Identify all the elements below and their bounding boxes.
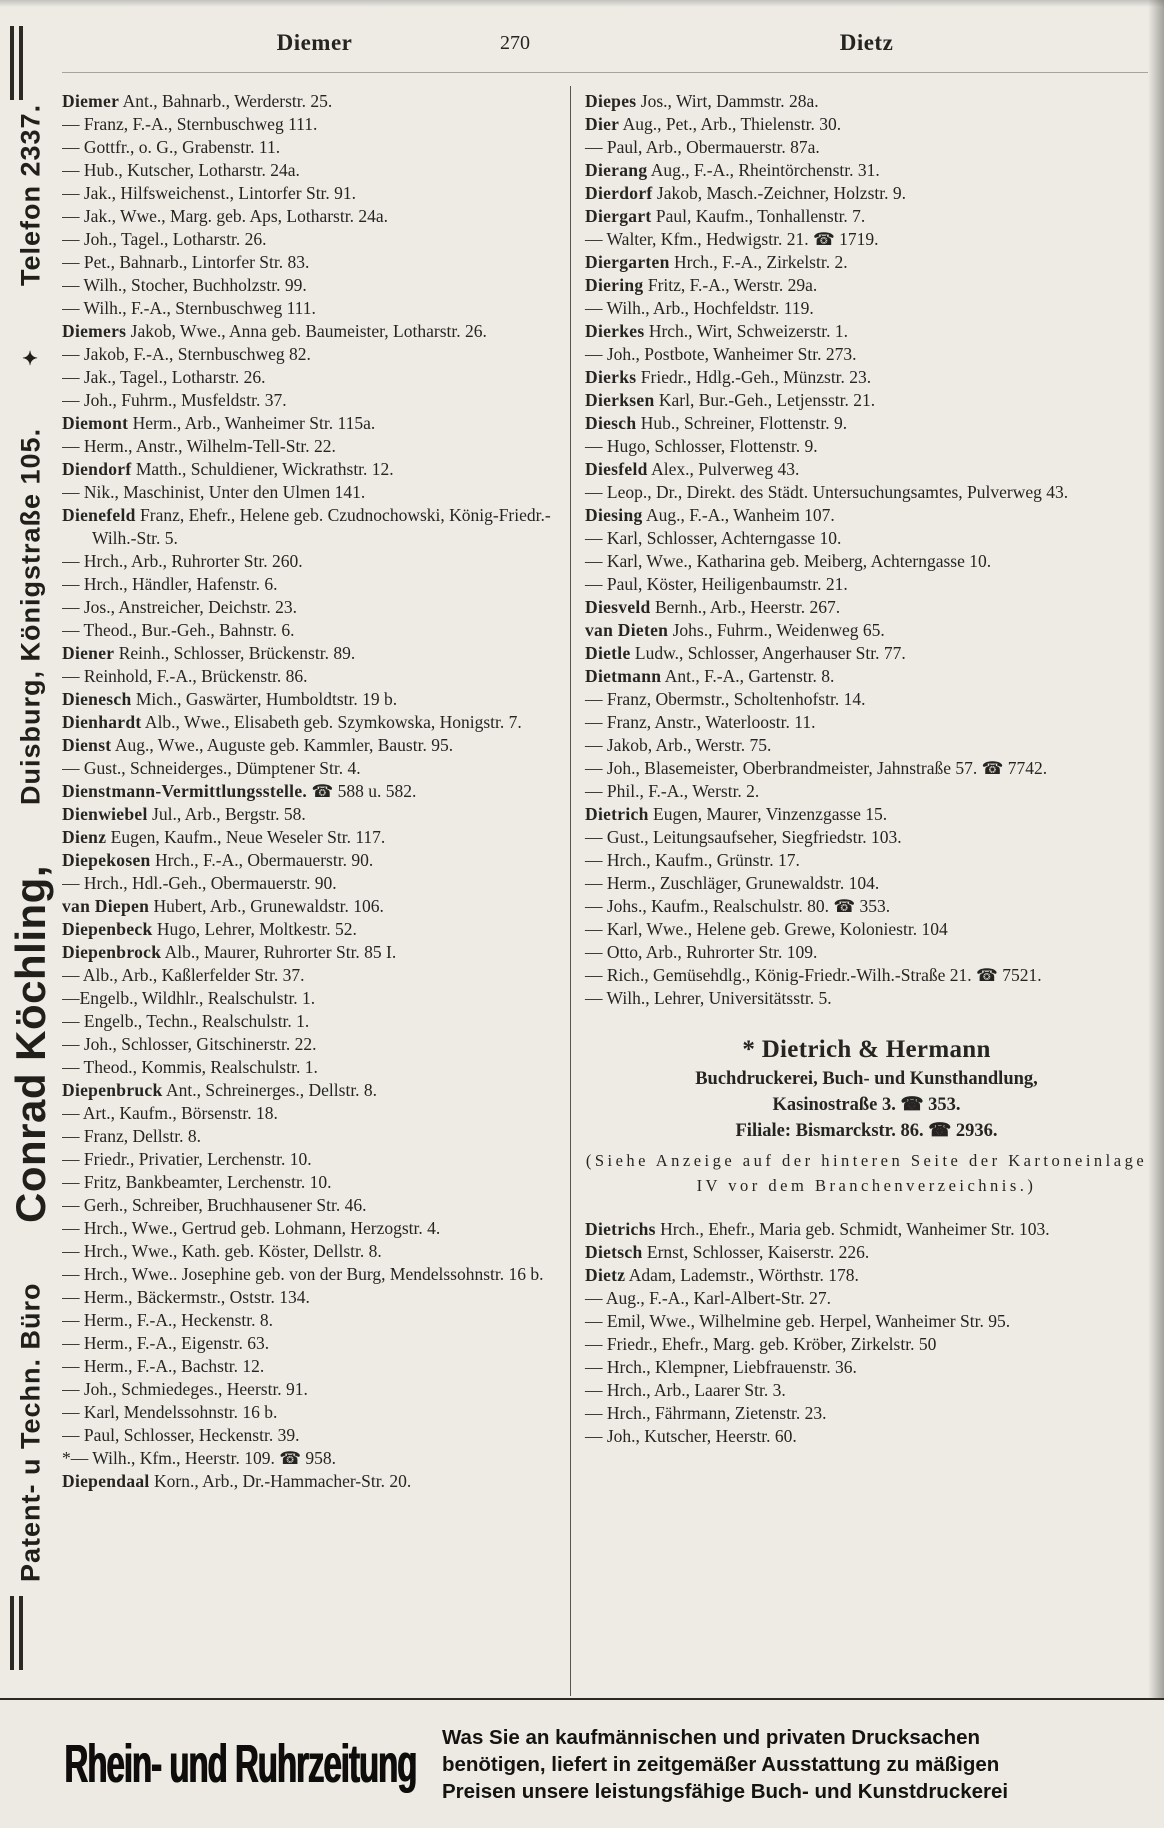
directory-columns	[62, 86, 1148, 1696]
entry-surname: Diepenbrock	[62, 942, 162, 962]
margin-advert-phone: Telefon 2337.	[15, 104, 46, 287]
directory-entry: Diergarten Hrch., F.-A., Zirkelstr. 2.	[585, 252, 848, 272]
entry-surname: Diemers	[62, 321, 127, 341]
directory-entry: — Karl, Mendelssohnstr. 16 b.	[62, 1402, 278, 1422]
entry-surname: Dierdorf	[585, 183, 653, 203]
directory-entry: *— Wilh., Kfm., Heerstr. 109. ☎ 958.	[62, 1448, 337, 1468]
footer-advert-line: Preisen unsere leistungsfähige Buch- und Kunstdruckerei	[441, 1779, 1009, 1803]
directory-entry: Diepes Jos., Wirt, Dammstr. 28a.	[585, 91, 819, 111]
entry-surname: Dierang	[585, 160, 648, 180]
directory-entry: Diesch Hub., Schreiner, Flottenstr. 9.	[585, 413, 848, 433]
entry-surname: Diemer	[62, 91, 120, 111]
entry-surname: Diepenbruck	[62, 1080, 163, 1100]
directory-entry: — Hrch., Klempner, Liebfrauenstr. 36.	[585, 1357, 857, 1377]
entry-surname: Dietrich	[585, 804, 649, 824]
inline-advert-line: Kasinostraße 3. ☎ 353.	[772, 1095, 961, 1115]
inline-advert-line	[585, 1034, 1148, 1066]
directory-entry: Diependaal Korn., Arb., Dr.-Hammacher-Str. 20.	[62, 1471, 412, 1491]
margin-advert-line: Patent- u Techn. Büro	[15, 1282, 46, 1582]
directory-entry: Diemont Herm., Arb., Wanheimer Str. 115a.	[62, 413, 376, 433]
directory-entry: — Aug., F.-A., Karl-Albert-Str. 27.	[585, 1288, 832, 1308]
footer-advert	[0, 1698, 1164, 1828]
directory-entry: Diesing Aug., F.-A., Wanheim 107.	[585, 505, 835, 525]
footer-advert-line: benötigen, liefert in zeitgemäßer Ausstattung zu mäßigen	[441, 1752, 1000, 1776]
entry-surname: Diering	[585, 275, 644, 295]
directory-entry: — Herm., Bäckermstr., Oststr. 134.	[62, 1287, 310, 1307]
entry-surname: van Diepen	[62, 896, 150, 916]
directory-entry: — Joh., Tagel., Lotharstr. 26.	[62, 229, 267, 249]
entry-surname: * Dietrich & Hermann	[742, 1036, 991, 1063]
directory-entry: Dietz Adam, Lademstr., Wörthstr. 178.	[585, 1265, 859, 1285]
footer-advert-line: Was Sie an kaufmännischen und privaten Drucksachen	[441, 1725, 981, 1749]
directory-entry: — Herm., Anstr., Wilhelm-Tell-Str. 22.	[62, 436, 336, 456]
entry-surname: Diepes	[585, 91, 637, 111]
entry-surname: Dierks	[585, 367, 637, 387]
entry-surname: Dienefeld	[62, 505, 136, 525]
directory-entry: — Jakob, F.-A., Sternbuschweg 82.	[62, 344, 311, 364]
directory-entry: — Hrch., Fährmann, Zietenstr. 23.	[585, 1403, 827, 1423]
directory-entry: Diering Fritz, F.-A., Werstr. 29a.	[585, 275, 818, 295]
directory-entry: — Alb., Arb., Kaßlerfelder Str. 37.	[62, 965, 305, 985]
directory-entry: — Otto, Arb., Ruhrorter Str. 109.	[585, 942, 818, 962]
directory-entry: Diepenbrock Alb., Maurer, Ruhrorter Str. 85 I.	[62, 942, 397, 962]
right-column	[571, 86, 1148, 1696]
directory-entry: Diener Reinh., Schlosser, Brückenstr. 89.	[62, 643, 356, 663]
directory-entry: — Wilh., F.-A., Sternbuschweg 111.	[62, 298, 316, 318]
inline-advert-line: (Siehe Anzeige auf der hinteren Seite der Kartoneinlage IV vor dem Branchenverzeichnis.)	[585, 1151, 1148, 1195]
directory-entry: Diesveld Bernh., Arb., Heerstr. 267.	[585, 597, 841, 617]
directory-entry: Diendorf Matth., Schuldiener, Wickrathstr. 12.	[62, 459, 394, 479]
directory-entry: Diepenbruck Ant., Schreinerges., Dellstr. 8.	[62, 1080, 378, 1100]
entry-surname: Diendorf	[62, 459, 132, 479]
directory-entry: — Hrch., Wwe., Gertrud geb. Lohmann, Herzogstr. 4.	[62, 1218, 441, 1238]
entry-surname: Dietsch	[585, 1242, 643, 1262]
directory-entry: Dienhardt Alb., Wwe., Elisabeth geb. Szymkowska, Honigstr. 7.	[62, 712, 522, 732]
margin-advert-name: Conrad Köchling,	[7, 864, 54, 1223]
directory-entry: Dierks Friedr., Hdlg.-Geh., Münzstr. 23.	[585, 367, 872, 387]
left-column-header: Diemer	[276, 30, 353, 55]
directory-entry: — Nik., Maschinist, Unter den Ulmen 141.	[62, 482, 366, 502]
margin-advert	[0, 104, 62, 1582]
entry-surname: Dietle	[585, 643, 631, 663]
directory-entry: — Karl, Wwe., Helene geb. Grewe, Koloniestr. 104	[585, 919, 948, 939]
entry-surname: Diesfeld	[585, 459, 648, 479]
directory-entry: — Joh., Blasemeister, Oberbrandmeister, Jahnstraße 57. ☎ 7742.	[585, 758, 1048, 778]
entry-surname: Dierkes	[585, 321, 645, 341]
directory-entry: — Reinhold, F.-A., Brückenstr. 86.	[62, 666, 308, 686]
directory-entry: Dietsch Ernst, Schlosser, Kaiserstr. 226.	[585, 1242, 870, 1262]
entry-surname: Diepekosen	[62, 850, 151, 870]
left-column	[62, 86, 570, 1696]
directory-entry: Dier Aug., Pet., Arb., Thielenstr. 30.	[585, 114, 842, 134]
entry-surname: Dietmann	[585, 666, 662, 686]
directory-entry: — Wilh., Arb., Hochfeldstr. 119.	[585, 298, 814, 318]
directory-entry: — Hrch., Arb., Ruhrorter Str. 260.	[62, 551, 303, 571]
directory-entry: — Rich., Gemüsehdlg., König-Friedr.-Wilh.-Straße 21. ☎ 7521.	[585, 965, 1042, 985]
directory-entry: — Franz, Obermstr., Scholtenhofstr. 14.	[585, 689, 866, 709]
directory-entry: — Paul, Arb., Obermauerstr. 87a.	[585, 137, 820, 157]
directory-entry: — Gerh., Schreiber, Bruchhausener Str. 46.	[62, 1195, 367, 1215]
entry-surname: Diesveld	[585, 597, 651, 617]
directory-entry: — Engelb., Techn., Realschulstr. 1.	[62, 1011, 310, 1031]
entry-surname: Dierksen	[585, 390, 655, 410]
directory-entry: Diepekosen Hrch., F.-A., Obermauerstr. 90.	[62, 850, 374, 870]
directory-entry: Dienz Eugen, Kaufm., Neue Weseler Str. 117.	[62, 827, 386, 847]
directory-entry: — Franz, Dellstr. 8.	[62, 1126, 202, 1146]
directory-entry: Dierkes Hrch., Wirt, Schweizerstr. 1.	[585, 321, 849, 341]
inline-advert-line: Filiale: Bismarckstr. 86. ☎ 2936.	[735, 1121, 998, 1141]
newspaper-logo: Rhein- und Ruhrzeitung	[64, 1733, 416, 1794]
directory-entry: — Wilh., Stocher, Buchholzstr. 99.	[62, 275, 307, 295]
directory-entry: — Emil, Wwe., Wilhelmine geb. Herpel, Wanheimer Str. 95.	[585, 1311, 1011, 1331]
directory-entry: Diesfeld Alex., Pulverweg 43.	[585, 459, 800, 479]
scan-edge-shadow-top	[0, 0, 1164, 7]
directory-entry: — Jak., Hilfsweichenst., Lintorfer Str. 91.	[62, 183, 357, 203]
directory-entry: —Engelb., Wildhlr., Realschulstr. 1.	[62, 988, 316, 1008]
directory-entry: Dienwiebel Jul., Arb., Bergstr. 58.	[62, 804, 306, 824]
directory-entry: — Wilh., Lehrer, Universitätsstr. 5.	[585, 988, 832, 1008]
directory-entry: Diepenbeck Hugo, Lehrer, Moltkestr. 52.	[62, 919, 357, 939]
directory-entry: van Diepen Hubert, Arb., Grunewaldstr. 106.	[62, 896, 384, 916]
directory-entry: — Friedr., Ehefr., Marg. geb. Kröber, Zirkelstr. 50	[585, 1334, 937, 1354]
directory-entry: Diemer Ant., Bahnarb., Werderstr. 25.	[62, 91, 333, 111]
directory-entry: — Leop., Dr., Direkt. des Städt. Untersuchungsamtes, Pulverweg 43.	[585, 482, 1069, 502]
footer-advert-text	[442, 1724, 1008, 1805]
page-number: 270	[500, 32, 530, 54]
directory-entry: Dienesch Mich., Gaswärter, Humboldtstr. 19 b.	[62, 689, 398, 709]
directory-entry: — Joh., Kutscher, Heerstr. 60.	[585, 1426, 797, 1446]
directory-entry: — Hrch., Kaufm., Grünstr. 17.	[585, 850, 800, 870]
directory-entry: — Jos., Anstreicher, Deichstr. 23.	[62, 597, 298, 617]
entry-surname: Dienhardt	[62, 712, 142, 732]
directory-entry: — Hugo, Schlosser, Flottenstr. 9.	[585, 436, 818, 456]
directory-entry: Dienefeld Franz, Ehefr., Helene geb. Czudnochowski, König-Friedr.-Wilh.-Str. 5.	[62, 505, 551, 548]
directory-entry: Dietle Ludw., Schlosser, Angerhauser Str. 77.	[585, 643, 906, 663]
directory-entry: — Walter, Kfm., Hedwigstr. 21. ☎ 1719.	[585, 229, 879, 249]
directory-entry: Dierksen Karl, Bur.-Geh., Letjensstr. 21.	[585, 390, 876, 410]
directory-entry: — Herm., F.-A., Heckenstr. 8.	[62, 1310, 273, 1330]
entry-surname: Dienesch	[62, 689, 132, 709]
directory-entry: — Gust., Schneiderges., Dümptener Str. 4.	[62, 758, 361, 778]
page-header	[62, 30, 1148, 66]
directory-entry: — Jak., Wwe., Marg. geb. Aps, Lotharstr. 24a.	[62, 206, 388, 226]
directory-entry: — Hrch., Wwe., Kath. geb. Köster, Dellstr. 8.	[62, 1241, 382, 1261]
directory-entry: — Joh., Fuhrm., Musfeldstr. 37.	[62, 390, 287, 410]
directory-entry: — Art., Kaufm., Börsenstr. 18.	[62, 1103, 278, 1123]
directory-entry: van Dieten Johs., Fuhrm., Weidenweg 65.	[585, 620, 885, 640]
entry-surname: Diependaal	[62, 1471, 150, 1491]
directory-entry: — Herm., F.-A., Eigenstr. 63.	[62, 1333, 270, 1353]
entry-surname: Diesch	[585, 413, 637, 433]
directory-entry: — Joh., Postbote, Wanheimer Str. 273.	[585, 344, 857, 364]
directory-entry: — Franz, F.-A., Sternbuschweg 111.	[62, 114, 318, 134]
right-column-header: Dietz	[839, 30, 894, 55]
directory-entry: — Hrch., Händler, Hafenstr. 6.	[62, 574, 278, 594]
directory-entry: — Pet., Bahnarb., Lintorfer Str. 83.	[62, 252, 310, 272]
directory-entry: — Hrch., Hdl.-Geh., Obermauerstr. 90.	[62, 873, 337, 893]
entry-surname: Dietz	[585, 1265, 626, 1285]
directory-entry: — Hrch., Arb., Laarer Str. 3.	[585, 1380, 786, 1400]
directory-entry: — Paul, Schlosser, Heckenstr. 39.	[62, 1425, 300, 1445]
directory-entry: — Herm., Zuschläger, Grunewaldstr. 104.	[585, 873, 880, 893]
directory-entry: — Joh., Schmiedeges., Heerstr. 91.	[62, 1379, 308, 1399]
directory-entry: — Gust., Leitungsaufseher, Siegfriedstr. 103.	[585, 827, 902, 847]
entry-surname: Diergarten	[585, 252, 670, 272]
directory-entry: — Hrch., Wwe.. Josephine geb. von der Burg, Mendelssohnstr. 16 b.	[62, 1264, 544, 1284]
entry-surname: Dienz	[62, 827, 107, 847]
directory-entry: — Gottfr., o. G., Grabenstr. 11.	[62, 137, 281, 157]
directory-entry: Dietrichs Hrch., Ehefr., Maria geb. Schmidt, Wanheimer Str. 103.	[585, 1219, 1050, 1239]
directory-entry: Dietmann Ant., F.-A., Gartenstr. 8.	[585, 666, 835, 686]
margin-advert-text	[0, 104, 62, 1582]
diamond-icon: ✦	[20, 345, 41, 368]
directory-entry: Dietrich Eugen, Maurer, Vinzenzgasse 15.	[585, 804, 888, 824]
entry-surname: Diergart	[585, 206, 652, 226]
directory-entry: — Fritz, Bankbeamter, Lerchenstr. 10.	[62, 1172, 332, 1192]
directory-entry: — Jakob, Arb., Werstr. 75.	[585, 735, 772, 755]
directory-entry: Dierdorf Jakob, Masch.-Zeichner, Holzstr. 9.	[585, 183, 906, 203]
scan-edge-shadow-right	[1148, 0, 1164, 1828]
directory-entry: — Theod., Kommis, Realschulstr. 1.	[62, 1057, 318, 1077]
double-rule-bottom	[10, 1596, 23, 1670]
entry-surname: Dienst	[62, 735, 112, 755]
header-rule	[62, 72, 1148, 73]
directory-entry: — Johs., Kaufm., Realschulstr. 80. ☎ 353.	[585, 896, 891, 916]
directory-entry: — Franz, Anstr., Waterloostr. 11.	[585, 712, 816, 732]
directory-entry: — Herm., F.-A., Bachstr. 12.	[62, 1356, 265, 1376]
inline-advert-line: Buchdruckerei, Buch- und Kunsthandlung,	[695, 1069, 1038, 1089]
directory-entry: — Paul, Köster, Heiligenbaumstr. 21.	[585, 574, 848, 594]
directory-entry: — Friedr., Privatier, Lerchenstr. 10.	[62, 1149, 312, 1169]
double-rule-top	[10, 26, 23, 100]
directory-entry: — Hub., Kutscher, Lotharstr. 24a.	[62, 160, 300, 180]
directory-entry: — Joh., Schlosser, Gitschinerstr. 22.	[62, 1034, 317, 1054]
entry-surname: Diepenbeck	[62, 919, 153, 939]
entry-surname: Diesing	[585, 505, 643, 525]
directory-entry: Dierang Aug., F.-A., Rheintörchenstr. 31.	[585, 160, 880, 180]
directory-entry: — Phil., F.-A., Werstr. 2.	[585, 781, 760, 801]
entry-surname: Dier	[585, 114, 620, 134]
entry-surname: Diemont	[62, 413, 129, 433]
directory-entry: Dienstmann-Vermittlungsstelle. ☎ 588 u. 582.	[62, 781, 417, 801]
entry-surname: Dienstmann-Vermittlungsstelle.	[62, 781, 308, 801]
directory-entry: — Theod., Bur.-Geh., Bahnstr. 6.	[62, 620, 295, 640]
directory-entry: Dienst Aug., Wwe., Auguste geb. Kammler, Baustr. 95.	[62, 735, 454, 755]
entry-surname: Diener	[62, 643, 115, 663]
directory-entry: — Karl, Schlosser, Achterngasse 10.	[585, 528, 842, 548]
entry-surname: van Dieten	[585, 620, 669, 640]
directory-entry: — Karl, Wwe., Katharina geb. Meiberg, Achterngasse 10.	[585, 551, 992, 571]
directory-entry: Diergart Paul, Kaufm., Tonhallenstr. 7.	[585, 206, 866, 226]
entry-surname: Dietrichs	[585, 1219, 656, 1239]
margin-advert-address: Duisburg, Königstraße 105.	[15, 427, 46, 805]
directory-entry: — Jak., Tagel., Lotharstr. 26.	[62, 367, 266, 387]
directory-entry: Diemers Jakob, Wwe., Anna geb. Baumeister, Lotharstr. 26.	[62, 321, 487, 341]
entry-surname: Dienwiebel	[62, 804, 148, 824]
